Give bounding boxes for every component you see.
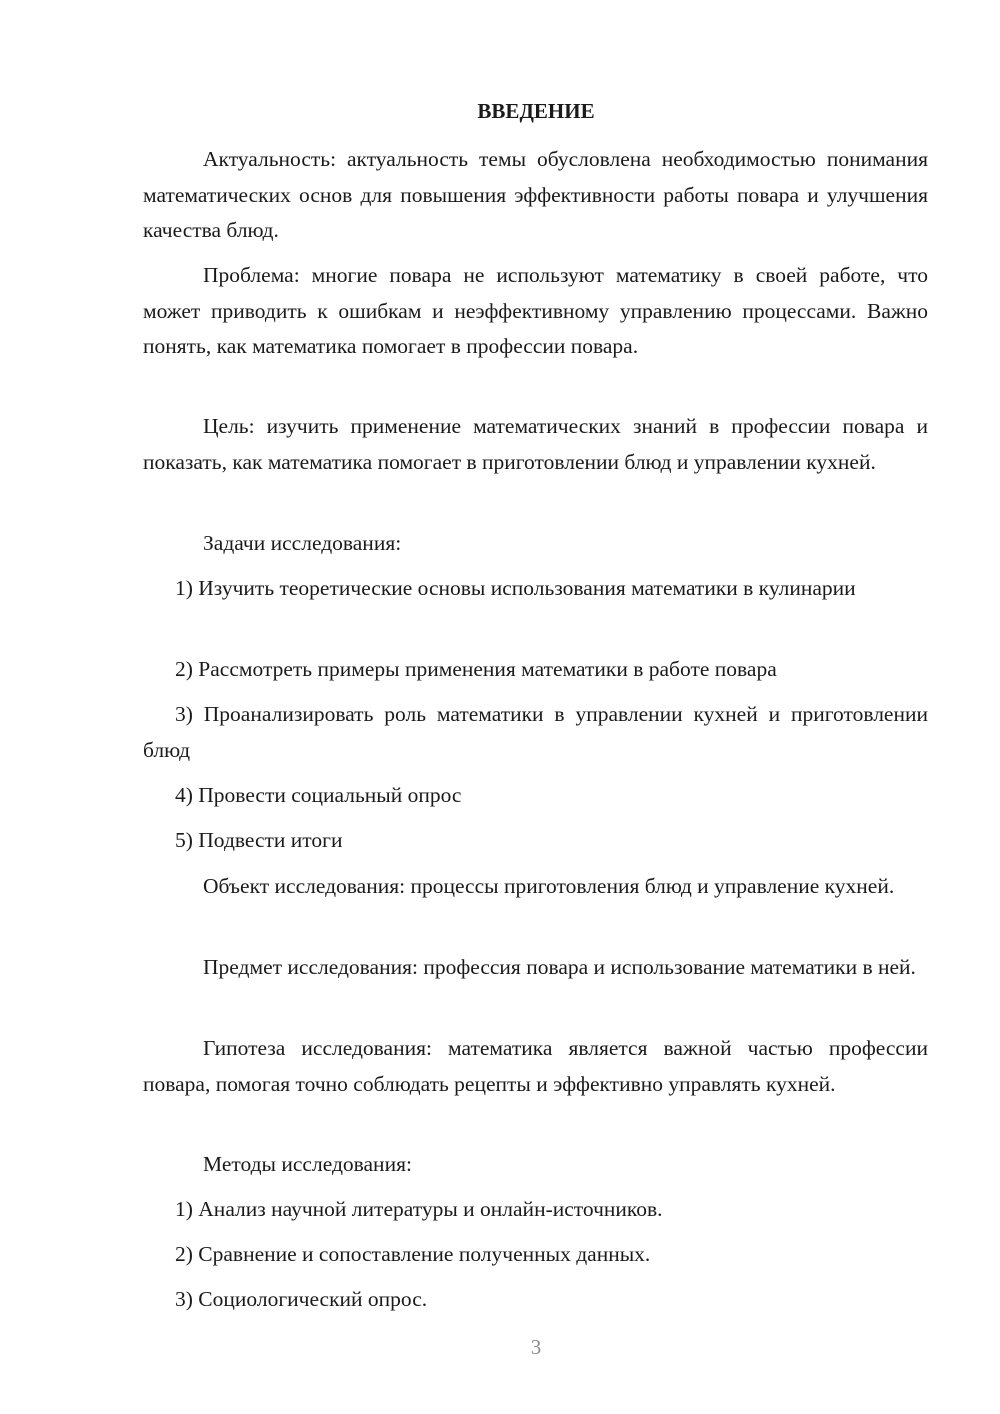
tasks-heading: Задачи исследования: xyxy=(203,531,402,555)
task-item: 3) Проанализировать роль математики в управлении кухней и приготовлении блюд xyxy=(143,702,928,762)
methods-heading: Методы исследования: xyxy=(203,1152,412,1176)
task-item: 2) Рассмотреть примеры применения математики в работе повара xyxy=(175,657,777,681)
method-item: 2) Сравнение и сопоставление полученных данных. xyxy=(175,1242,651,1266)
hypothesis-paragraph: Гипотеза исследования: математика является важной частью профессии повара, помогая точно соблюдать рецепты и эффективно управлять кухней. xyxy=(143,1036,928,1096)
method-item: 3) Социологический опрос. xyxy=(175,1287,428,1311)
task-item: 1) Изучить теоретические основы использования математики в кулинарии xyxy=(175,576,856,600)
object-paragraph: Объект исследования: процессы приготовления блюд и управление кухней. xyxy=(203,874,895,898)
problem-paragraph: Проблема: многие повара не используют математику в своей работе, что может приводить к ошибкам и неэффективному управлению процессами. Важно понять, как математика помогает в профессии повара. xyxy=(143,263,928,358)
task-item: 4) Провести социальный опрос xyxy=(175,783,462,807)
section-title: ВВЕДЕНИЕ xyxy=(477,99,595,123)
goal-paragraph: Цель: изучить применение математических знаний в профессии повара и показать, как математика помогает в приготовлении блюд и управлении кухней. xyxy=(143,414,928,474)
method-item: 1) Анализ научной литературы и онлайн-источников. xyxy=(175,1197,663,1221)
task-item: 5) Подвести итоги xyxy=(175,828,343,852)
page-number: 3 xyxy=(530,1335,542,1359)
relevance-paragraph: Актуальность: актуальность темы обусловлена необходимостью понимания математических основ для повышения эффективности работы повара и улучшения качества блюд. xyxy=(143,147,928,242)
subject-paragraph: Предмет исследования: профессия повара и использование математики в ней. xyxy=(203,955,916,979)
